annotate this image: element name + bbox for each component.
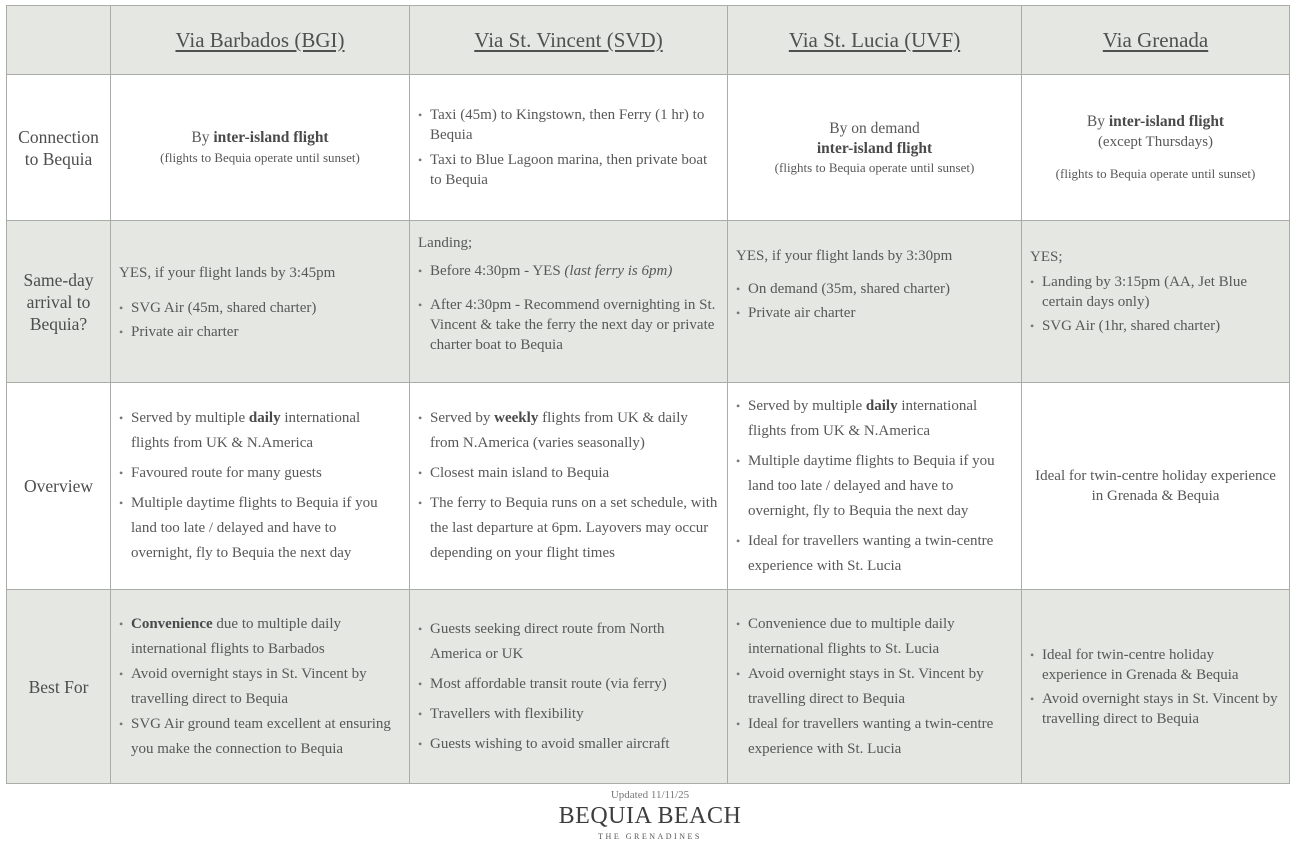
best-for-row — [7, 590, 1290, 784]
list-item: • Favoured route for many guests — [119, 461, 401, 486]
same-day-svd: Landing; • Before 4:30pm - YES (last ferry is 6pm) • After 4:30pm - Recommend overnighting in St. Vincent & take the ferry the next day or private charter boat to Bequia — [410, 221, 728, 383]
row-label-connection: Connection to Bequia — [7, 75, 111, 221]
list-item: • Travellers with flexibility — [418, 702, 719, 727]
list-item: • After 4:30pm - Recommend overnighting in St. Vincent & take the ferry the next day or private charter boat to Bequia — [418, 295, 719, 355]
list-item: • SVG Air (1hr, shared charter) — [1030, 316, 1281, 336]
header-row — [7, 6, 1290, 75]
list-item: • Ideal for travellers wanting a twin-centre experience with St. Lucia — [736, 529, 1013, 579]
list-item: • Ideal for twin-centre holiday experience in Grenada & Bequia — [1030, 645, 1281, 685]
list-item: • Multiple daytime flights to Bequia if you land too late / delayed and have to overnight, fly to Bequia the next day — [736, 449, 1013, 524]
overview-bgi — [111, 383, 410, 590]
connection-uvf: By on demand inter-island flight (flights to Bequia operate until sunset) — [728, 75, 1022, 221]
list-item: • Before 4:30pm - YES (last ferry is 6pm) — [418, 261, 719, 281]
best-for-bgi — [111, 590, 410, 784]
overview-row — [7, 383, 1290, 590]
list-item: • Multiple daytime flights to Bequia if you land too late / delayed and have to overnight, fly to Bequia the next day — [119, 491, 401, 566]
connection-bgi: By inter-island flight (flights to Bequia operate until sunset) — [111, 75, 410, 221]
list-item: • SVG Air ground team excellent at ensuring you make the connection to Bequia — [119, 712, 401, 762]
list-item: • Most affordable transit route (via ferry) — [418, 672, 719, 697]
list-item: • Taxi (45m) to Kingstown, then Ferry (1 hr) to Bequia — [418, 105, 719, 145]
column-header-uvf: Via St. Lucia (UVF) — [728, 6, 1022, 75]
column-header-svd: Via St. Vincent (SVD) — [410, 6, 728, 75]
same-day-bgi: YES, if your flight lands by 3:45pm • SVG Air (45m, shared charter) • Private air charter — [111, 221, 410, 383]
list-item: • Private air charter — [119, 322, 401, 342]
same-day-uvf: YES, if your flight lands by 3:30pm • On demand (35m, shared charter) • Private air charter — [728, 221, 1022, 383]
row-label-same-day: Same-day arrival to Bequia? — [7, 221, 111, 383]
row-label-overview: Overview — [7, 383, 111, 590]
list-item: • Avoid overnight stays in St. Vincent by travelling direct to Bequia — [1030, 689, 1281, 729]
footer — [0, 789, 1300, 841]
corner-cell — [7, 6, 111, 75]
list-item: • Closest main island to Bequia — [418, 461, 719, 486]
overview-uvf — [728, 383, 1022, 590]
list-item: • Avoid overnight stays in St. Vincent by travelling direct to Bequia — [119, 662, 401, 712]
list-item: • Ideal for travellers wanting a twin-centre experience with St. Lucia — [736, 712, 1013, 762]
overview-svd — [410, 383, 728, 590]
list-item: • On demand (35m, shared charter) — [736, 279, 1013, 299]
overview-grenada: Ideal for twin-centre holiday experience in Grenada & Bequia — [1022, 383, 1290, 590]
list-item: • The ferry to Bequia runs on a set schedule, with the last departure at 6pm. Layovers may occur depending on your flight times — [418, 491, 719, 566]
best-for-uvf — [728, 590, 1022, 784]
list-item: • Convenience due to multiple daily international flights to Barbados — [119, 612, 401, 662]
best-for-grenada — [1022, 590, 1290, 784]
row-label-best-for: Best For — [7, 590, 111, 784]
connection-svd — [410, 75, 728, 221]
connection-grenada: By inter-island flight (except Thursdays) (flights to Bequia operate until sunset) — [1022, 75, 1290, 221]
connection-row — [7, 75, 1290, 221]
same-day-row — [7, 221, 1290, 383]
column-header-grenada: Via Grenada — [1022, 6, 1290, 75]
list-item: • Served by weekly flights from UK & daily from N.America (varies seasonally) — [418, 406, 719, 456]
brand-logo: BEQUIA BEACH — [558, 803, 742, 829]
list-item: • Private air charter — [736, 303, 1013, 323]
list-item: • Guests wishing to avoid smaller aircraft — [418, 732, 719, 757]
list-item: • Avoid overnight stays in St. Vincent by travelling direct to Bequia — [736, 662, 1013, 712]
list-item: • Served by multiple daily international flights from UK & N.America — [736, 394, 1013, 444]
column-header-bgi: Via Barbados (BGI) — [111, 6, 410, 75]
list-item: • Convenience due to multiple daily international flights to St. Lucia — [736, 612, 1013, 662]
transit-comparison-table — [6, 5, 1290, 784]
brand-tagline: THE GRENADINES — [598, 832, 702, 841]
list-item: • Landing by 3:15pm (AA, Jet Blue certain days only) — [1030, 272, 1281, 312]
list-item: • SVG Air (45m, shared charter) — [119, 298, 401, 318]
list-item: • Served by multiple daily international flights from UK & N.America — [119, 406, 401, 456]
updated-date: Updated 11/11/25 — [610, 789, 690, 801]
same-day-grenada: YES; • Landing by 3:15pm (AA, Jet Blue certain days only) • SVG Air (1hr, shared charter) — [1022, 221, 1290, 383]
list-item: • Taxi to Blue Lagoon marina, then private boat to Bequia — [418, 150, 719, 190]
list-item: • Guests seeking direct route from North America or UK — [418, 617, 719, 667]
best-for-svd — [410, 590, 728, 784]
